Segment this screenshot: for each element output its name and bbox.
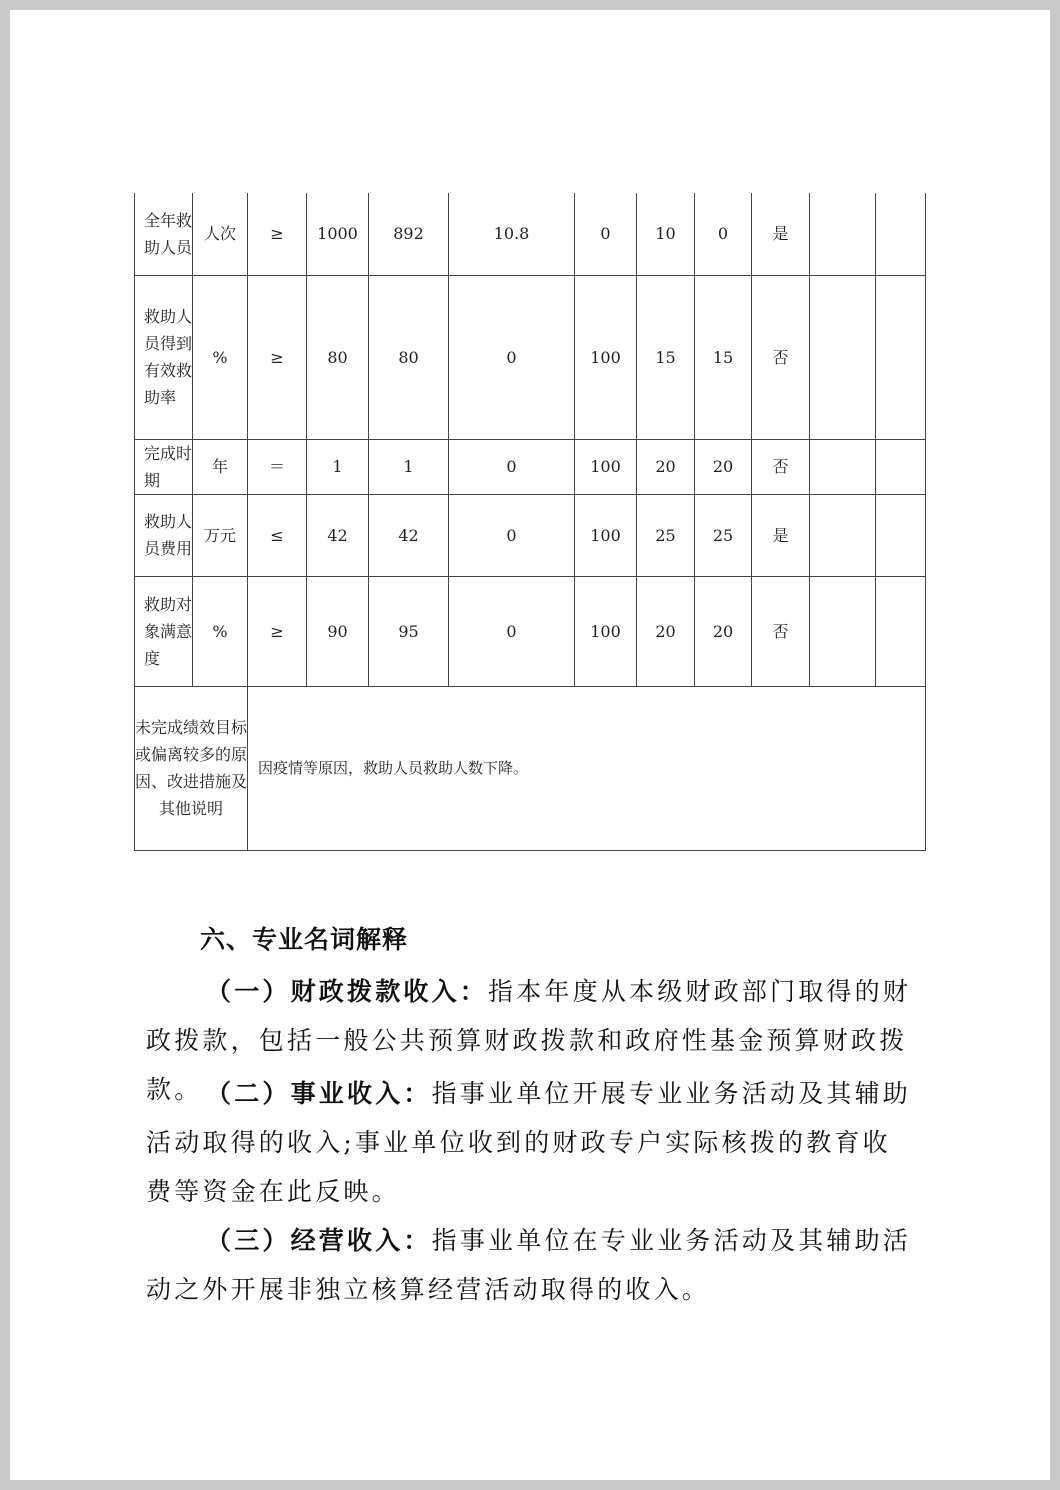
- deviation-cell: 0: [449, 494, 575, 576]
- definition-paragraph-2: [146, 1069, 916, 1216]
- actual-cell: 892: [369, 193, 449, 275]
- table-row: [135, 193, 926, 275]
- target-cell: 42: [307, 494, 369, 576]
- operator-cell: ≥: [248, 275, 307, 439]
- weight-cell: 20: [637, 576, 695, 686]
- definition-text: 指事业单位开展专业业务活动及其辅助活动取得的收入;事业单位收到的财政专户实际核拨的教育收费等资金在此反映。: [146, 1079, 912, 1206]
- empty-cell: [810, 193, 876, 275]
- score-cell: 20: [695, 439, 752, 494]
- target-cell: 80: [307, 275, 369, 439]
- empty-cell: [810, 576, 876, 686]
- flag-cell: 是: [752, 494, 810, 576]
- actual-cell: 95: [369, 576, 449, 686]
- deviation-cell: 10.8: [449, 193, 575, 275]
- indicator-cell: 救助人员费用: [135, 494, 193, 576]
- rate-cell: 100: [575, 494, 637, 576]
- empty-cell: [810, 439, 876, 494]
- score-cell: 15: [695, 275, 752, 439]
- weight-cell: 10: [637, 193, 695, 275]
- indicator-cell: 救助人员得到有效救助率: [135, 275, 193, 439]
- flag-cell: 否: [752, 576, 810, 686]
- definition-text: 指本年度从本级财政部门取得的财政拨款，包括一般公共预算财政拨款和政府性基金预算财政拨款。: [146, 977, 912, 1104]
- target-cell: 1: [307, 439, 369, 494]
- weight-cell: 25: [637, 494, 695, 576]
- empty-cell: [876, 193, 926, 275]
- unit-cell: 万元: [193, 494, 248, 576]
- score-cell: 0: [695, 193, 752, 275]
- rate-cell: 100: [575, 275, 637, 439]
- definition-term: （一）财政拨款收入：: [206, 977, 489, 1006]
- score-cell: 20: [695, 576, 752, 686]
- operator-cell: ＝: [248, 439, 307, 494]
- table-row: [135, 576, 926, 686]
- empty-cell: [810, 275, 876, 439]
- reason-label: 未完成绩效目标或偏离较多的原因、改进措施及其他说明: [135, 686, 248, 850]
- target-cell: 90: [307, 576, 369, 686]
- definition-paragraph-3: [146, 1216, 916, 1314]
- indicator-cell: 救助对象满意度: [135, 576, 193, 686]
- unit-cell: %: [193, 576, 248, 686]
- empty-cell: [876, 576, 926, 686]
- flag-cell: 否: [752, 275, 810, 439]
- empty-cell: [876, 494, 926, 576]
- actual-cell: 42: [369, 494, 449, 576]
- deviation-cell: 0: [449, 576, 575, 686]
- definition-term: （三）经营收入：: [206, 1226, 432, 1255]
- section-heading: 六、专业名词解释: [200, 925, 409, 954]
- rate-cell: 0: [575, 193, 637, 275]
- score-cell: 25: [695, 494, 752, 576]
- empty-cell: [876, 439, 926, 494]
- actual-cell: 80: [369, 275, 449, 439]
- operator-cell: ≥: [248, 193, 307, 275]
- unit-cell: 年: [193, 439, 248, 494]
- weight-cell: 20: [637, 439, 695, 494]
- rate-cell: 100: [575, 439, 637, 494]
- table-row: [135, 275, 926, 439]
- flag-cell: 否: [752, 439, 810, 494]
- empty-cell: [876, 275, 926, 439]
- deviation-cell: 0: [449, 439, 575, 494]
- document-page: [10, 10, 1050, 1480]
- indicator-cell: 完成时期: [135, 439, 193, 494]
- rate-cell: 100: [575, 576, 637, 686]
- performance-table: [134, 193, 926, 851]
- definition-term: （二）事业收入：: [206, 1079, 432, 1108]
- flag-cell: 是: [752, 193, 810, 275]
- weight-cell: 15: [637, 275, 695, 439]
- deviation-cell: 0: [449, 275, 575, 439]
- definition-text: 指事业单位在专业业务活动及其辅助活动之外开展非独立核算经营活动取得的收入。: [146, 1226, 912, 1304]
- table-row: [135, 439, 926, 494]
- operator-cell: ≥: [248, 576, 307, 686]
- empty-cell: [810, 494, 876, 576]
- operator-cell: ≤: [248, 494, 307, 576]
- indicator-cell: 全年救助人员: [135, 193, 193, 275]
- reason-text: 因疫情等原因，救助人员救助人数下降。: [248, 686, 926, 850]
- unit-cell: 人次: [193, 193, 248, 275]
- actual-cell: 1: [369, 439, 449, 494]
- unit-cell: %: [193, 275, 248, 439]
- reason-row: [135, 686, 926, 850]
- table-row: [135, 494, 926, 576]
- target-cell: 1000: [307, 193, 369, 275]
